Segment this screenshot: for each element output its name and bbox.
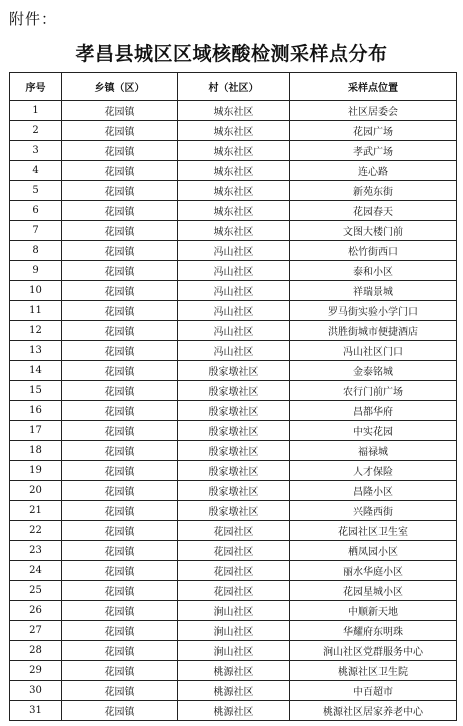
cell-site-location: 冯山社区门口: [290, 341, 457, 361]
header-town: 乡镇（区）: [62, 73, 178, 101]
cell-index: 1: [10, 101, 62, 121]
table-row: [10, 341, 457, 361]
cell-town: 花园镇: [62, 341, 178, 361]
cell-community: 城东社区: [178, 121, 290, 141]
table-row: [10, 421, 457, 441]
table-row: [10, 141, 457, 161]
cell-index: 11: [10, 301, 62, 321]
cell-town: 花园镇: [62, 501, 178, 521]
cell-site-location: 金泰铭城: [290, 361, 457, 381]
table-row: [10, 501, 457, 521]
table-row: [10, 461, 457, 481]
cell-town: 花园镇: [62, 281, 178, 301]
cell-town: 花园镇: [62, 521, 178, 541]
cell-town: 花园镇: [62, 401, 178, 421]
cell-site-location: 福禄城: [290, 441, 457, 461]
cell-index: 10: [10, 281, 62, 301]
cell-community: 殷家墩社区: [178, 421, 290, 441]
cell-town: 花园镇: [62, 641, 178, 661]
cell-town: 花园镇: [62, 321, 178, 341]
table-row: [10, 361, 457, 381]
cell-site-location: 华耀府东明珠: [290, 621, 457, 641]
table-row: [10, 621, 457, 641]
cell-community: 花园社区: [178, 541, 290, 561]
cell-site-location: 松竹街西口: [290, 241, 457, 261]
cell-site-location: 花园广场: [290, 121, 457, 141]
cell-town: 花园镇: [62, 161, 178, 181]
table-row: [10, 181, 457, 201]
table-row: [10, 541, 457, 561]
cell-community: 涧山社区: [178, 601, 290, 621]
cell-town: 花园镇: [62, 201, 178, 221]
cell-town: 花园镇: [62, 701, 178, 721]
cell-site-location: 社区居委会: [290, 101, 457, 121]
cell-index: 21: [10, 501, 62, 521]
cell-town: 花园镇: [62, 121, 178, 141]
cell-index: 17: [10, 421, 62, 441]
cell-town: 花园镇: [62, 461, 178, 481]
cell-town: 花园镇: [62, 541, 178, 561]
cell-index: 13: [10, 341, 62, 361]
table-row: [10, 261, 457, 281]
table-row: [10, 481, 457, 501]
cell-town: 花园镇: [62, 101, 178, 121]
table-row: [10, 121, 457, 141]
cell-town: 花园镇: [62, 181, 178, 201]
cell-town: 花园镇: [62, 441, 178, 461]
cell-site-location: 花园社区卫生室: [290, 521, 457, 541]
cell-site-location: 连心路: [290, 161, 457, 181]
cell-site-location: 花园春天: [290, 201, 457, 221]
table-row: [10, 221, 457, 241]
cell-site-location: 桃源社区卫生院: [290, 661, 457, 681]
cell-site-location: 昌都华府: [290, 401, 457, 421]
cell-index: 14: [10, 361, 62, 381]
cell-town: 花园镇: [62, 481, 178, 501]
cell-index: 31: [10, 701, 62, 721]
table-row: [10, 241, 457, 261]
cell-index: 19: [10, 461, 62, 481]
cell-site-location: 栖凤园小区: [290, 541, 457, 561]
cell-site-location: 花园星城小区: [290, 581, 457, 601]
cell-index: 23: [10, 541, 62, 561]
cell-town: 花园镇: [62, 581, 178, 601]
cell-site-location: 孝武广场: [290, 141, 457, 161]
cell-town: 花园镇: [62, 241, 178, 261]
cell-community: 冯山社区: [178, 241, 290, 261]
attachment-label: 附件：: [9, 10, 58, 28]
cell-index: 12: [10, 321, 62, 341]
cell-index: 29: [10, 661, 62, 681]
cell-index: 16: [10, 401, 62, 421]
cell-community: 冯山社区: [178, 281, 290, 301]
cell-site-location: 中实花园: [290, 421, 457, 441]
cell-index: 3: [10, 141, 62, 161]
cell-index: 26: [10, 601, 62, 621]
table-row: [10, 381, 457, 401]
cell-town: 花园镇: [62, 621, 178, 641]
cell-index: 4: [10, 161, 62, 181]
header-site-location: 采样点位置: [290, 73, 457, 101]
cell-town: 花园镇: [62, 601, 178, 621]
table-row: [10, 401, 457, 421]
cell-town: 花园镇: [62, 661, 178, 681]
table-row: [10, 561, 457, 581]
cell-community: 冯山社区: [178, 341, 290, 361]
cell-site-location: 丽水华庭小区: [290, 561, 457, 581]
cell-community: 殷家墩社区: [178, 501, 290, 521]
cell-index: 6: [10, 201, 62, 221]
cell-community: 桃源社区: [178, 701, 290, 721]
cell-index: 24: [10, 561, 62, 581]
cell-community: 殷家墩社区: [178, 361, 290, 381]
cell-community: 城东社区: [178, 141, 290, 161]
cell-community: 涧山社区: [178, 621, 290, 641]
cell-index: 7: [10, 221, 62, 241]
cell-community: 冯山社区: [178, 321, 290, 341]
cell-site-location: 祥瑞景城: [290, 281, 457, 301]
cell-town: 花园镇: [62, 561, 178, 581]
table-row: [10, 321, 457, 341]
cell-site-location: 涧山社区党群服务中心: [290, 641, 457, 661]
cell-community: 花园社区: [178, 561, 290, 581]
cell-town: 花园镇: [62, 361, 178, 381]
table-row: [10, 661, 457, 681]
table-row: [10, 601, 457, 621]
cell-community: 殷家墩社区: [178, 481, 290, 501]
table-row: [10, 681, 457, 701]
cell-site-location: 文图大楼门前: [290, 221, 457, 241]
cell-community: 桃源社区: [178, 661, 290, 681]
table-row: [10, 101, 457, 121]
table-row: [10, 161, 457, 181]
cell-site-location: 农行门前广场: [290, 381, 457, 401]
cell-community: 冯山社区: [178, 261, 290, 281]
cell-site-location: 中顺新天地: [290, 601, 457, 621]
cell-community: 城东社区: [178, 221, 290, 241]
table-row: [10, 201, 457, 221]
table-row: [10, 301, 457, 321]
cell-community: 冯山社区: [178, 301, 290, 321]
cell-index: 20: [10, 481, 62, 501]
table-body: [10, 101, 457, 721]
cell-site-location: 昌隆小区: [290, 481, 457, 501]
cell-town: 花园镇: [62, 681, 178, 701]
cell-site-location: 中百超市: [290, 681, 457, 701]
cell-index: 18: [10, 441, 62, 461]
cell-town: 花园镇: [62, 221, 178, 241]
cell-community: 城东社区: [178, 181, 290, 201]
table-row: [10, 701, 457, 721]
cell-community: 殷家墩社区: [178, 401, 290, 421]
cell-site-location: 泰和小区: [290, 261, 457, 281]
document-title: 孝昌县城区区域核酸检测采样点分布: [75, 43, 388, 65]
table-row: [10, 641, 457, 661]
table-header-row: [10, 73, 457, 101]
cell-community: 殷家墩社区: [178, 381, 290, 401]
cell-index: 15: [10, 381, 62, 401]
cell-town: 花园镇: [62, 301, 178, 321]
sampling-sites-table: [9, 72, 457, 721]
table-row: [10, 281, 457, 301]
cell-town: 花园镇: [62, 141, 178, 161]
cell-index: 27: [10, 621, 62, 641]
cell-community: 城东社区: [178, 201, 290, 221]
cell-community: 殷家墩社区: [178, 441, 290, 461]
cell-community: 城东社区: [178, 101, 290, 121]
table-row: [10, 441, 457, 461]
cell-site-location: 人才保险: [290, 461, 457, 481]
cell-community: 花园社区: [178, 521, 290, 541]
cell-site-location: 桃源社区居家养老中心: [290, 701, 457, 721]
header-community: 村（社区）: [178, 73, 290, 101]
table-row: [10, 581, 457, 601]
cell-town: 花园镇: [62, 261, 178, 281]
cell-community: 殷家墩社区: [178, 461, 290, 481]
cell-index: 8: [10, 241, 62, 261]
header-index: 序号: [10, 73, 62, 101]
cell-index: 22: [10, 521, 62, 541]
cell-index: 2: [10, 121, 62, 141]
cell-community: 城东社区: [178, 161, 290, 181]
cell-site-location: 兴隆西街: [290, 501, 457, 521]
cell-community: 花园社区: [178, 581, 290, 601]
cell-site-location: 洪胜街城市便捷酒店: [290, 321, 457, 341]
cell-index: 5: [10, 181, 62, 201]
cell-site-location: 新苑东街: [290, 181, 457, 201]
cell-town: 花园镇: [62, 381, 178, 401]
cell-community: 桃源社区: [178, 681, 290, 701]
cell-site-location: 罗马街实验小学门口: [290, 301, 457, 321]
table-row: [10, 521, 457, 541]
cell-index: 25: [10, 581, 62, 601]
cell-community: 涧山社区: [178, 641, 290, 661]
cell-town: 花园镇: [62, 421, 178, 441]
cell-index: 28: [10, 641, 62, 661]
cell-index: 9: [10, 261, 62, 281]
cell-index: 30: [10, 681, 62, 701]
